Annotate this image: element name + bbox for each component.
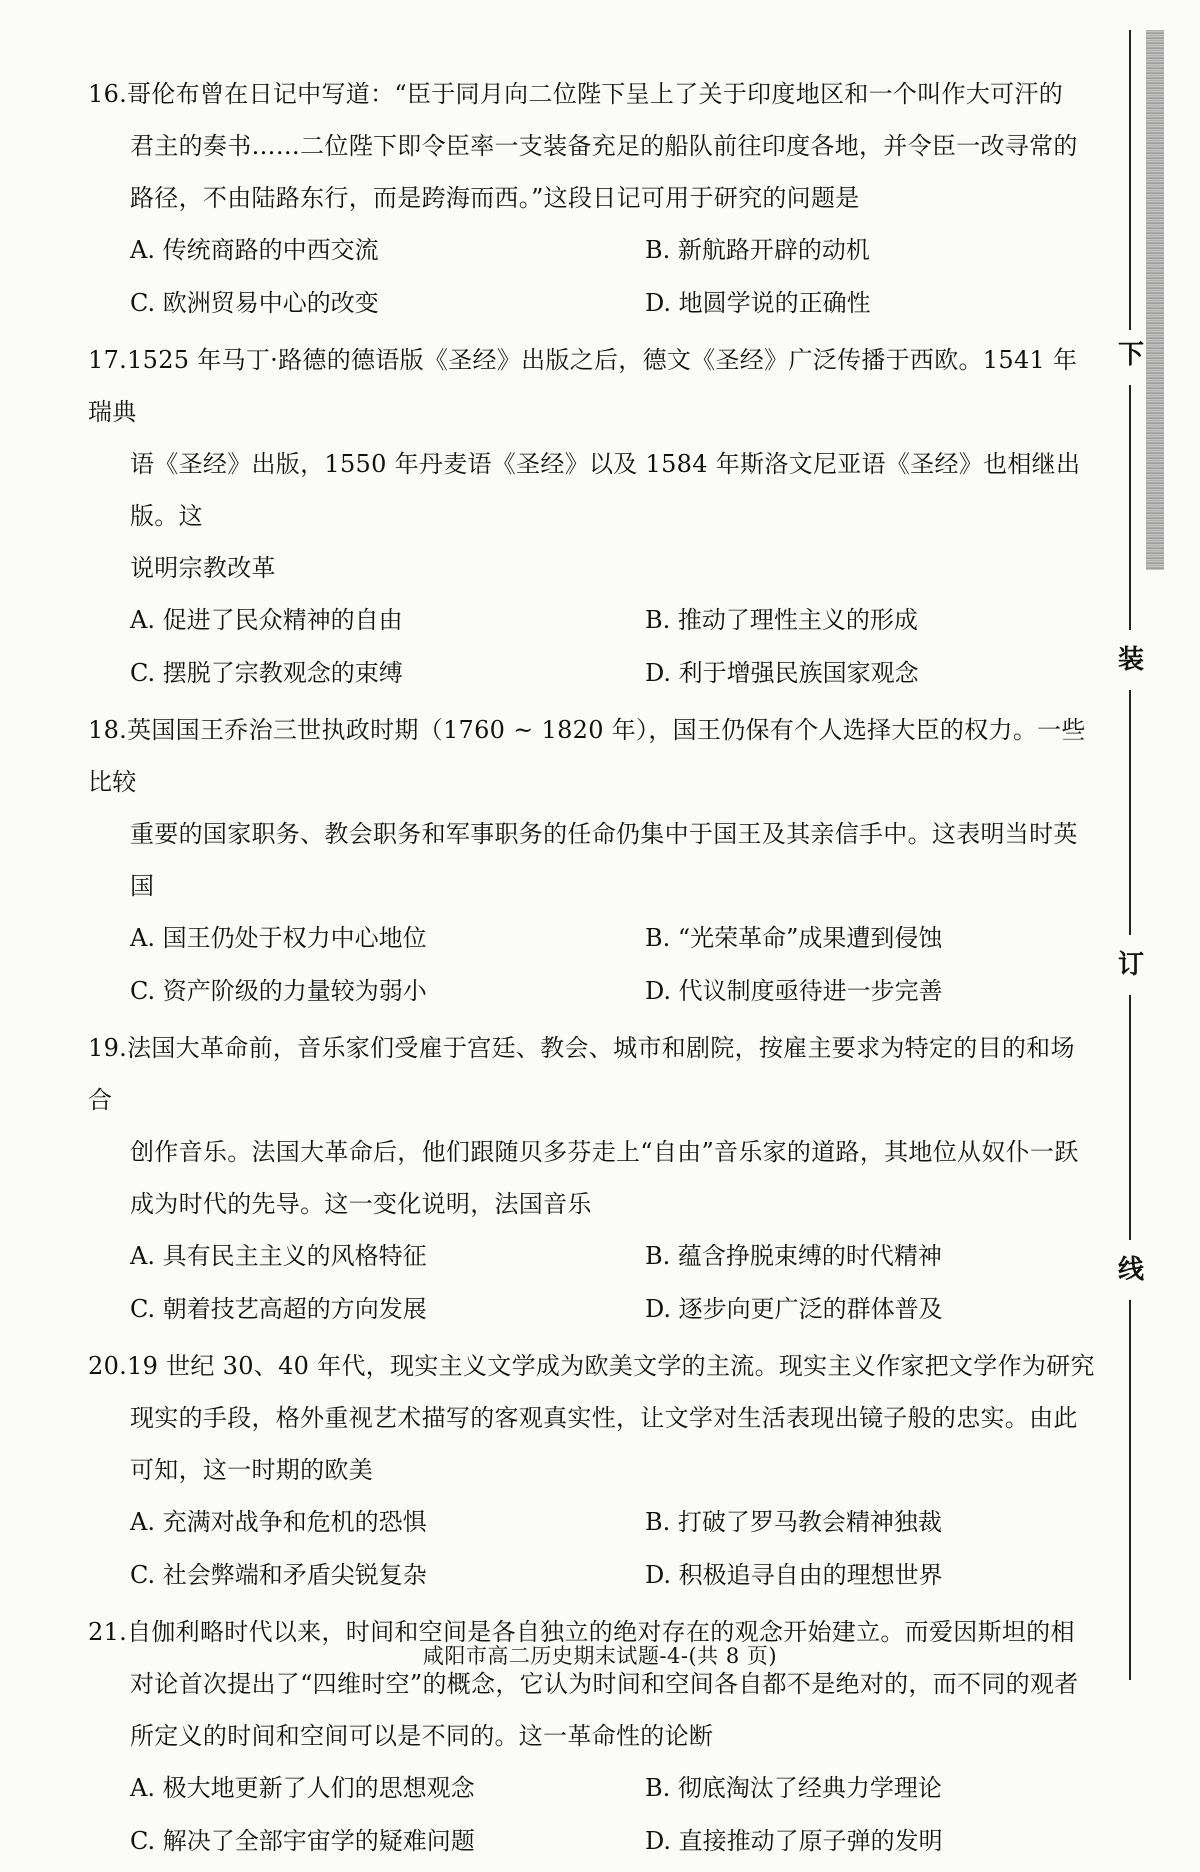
stem-line: 路径，不由陆路东行，而是跨海而西。”这段日记可用于研究的问题是: [130, 184, 860, 212]
option-list: [88, 1496, 1098, 1602]
option-b: B. 打破了罗马教会精神独裁: [645, 1508, 942, 1536]
binding-char-zhuang: 装: [1117, 645, 1144, 675]
scan-noise-strip: [1146, 30, 1164, 570]
stem-line: 重要的国家职务、教会职务和军事职务的任命仍集中于国王及其亲信手中。这表明当时英国: [130, 820, 1078, 900]
binding-char-ding: 订: [1117, 950, 1144, 980]
option-b: B. 蕴含挣脱束缚的时代精神: [645, 1242, 942, 1270]
question-18: [88, 704, 1098, 1018]
stem-line: 所定义的时间和空间可以是不同的。这一革命性的论断: [130, 1722, 714, 1750]
binding-line: [1129, 690, 1131, 935]
option-b: B. “光荣革命”成果遭到侵蚀: [645, 924, 943, 952]
question-stem: [88, 334, 1098, 594]
option-list: [88, 224, 1098, 330]
option-d: D. 直接推动了原子弹的发明: [645, 1827, 943, 1855]
stem-line: 20.19 世纪 30、40 年代，现实主义文学成为欧美文学的主流。现实主义作家把文学作为研究: [88, 1352, 1095, 1380]
binding-line: [1129, 995, 1131, 1240]
stem-line: 说明宗教改革: [130, 554, 276, 582]
question-17: [88, 334, 1098, 700]
question-list: [88, 68, 1098, 1872]
question-stem: [88, 1340, 1098, 1496]
stem-line: 现实的手段，格外重视艺术描写的客观真实性，让文学对生活表现出镜子般的忠实。由此: [130, 1404, 1078, 1432]
stem-line: 16.哥伦布曾在日记中写道：“臣于同月向二位陛下呈上了关于印度地区和一个叫作大可汗的: [88, 80, 1064, 108]
option-c: C. 资产阶级的力量较为弱小: [130, 977, 427, 1005]
stem-line: 语《圣经》出版，1550 年丹麦语《圣经》以及 1584 年斯洛文尼亚语《圣经》也相继出版。这: [130, 450, 1081, 530]
stem-line: 17.1525 年马丁·路德的德语版《圣经》出版之后，德文《圣经》广泛传播于西欧。1541 年瑞典: [88, 346, 1078, 426]
option-d: D. 代议制度亟待进一步完善: [645, 977, 943, 1005]
question-stem: [88, 68, 1098, 224]
binding-char-xia: 下: [1117, 340, 1144, 370]
question-stem: [88, 1606, 1098, 1762]
question-20: [88, 1340, 1098, 1602]
question-16: [88, 68, 1098, 330]
binding-line: [1129, 385, 1131, 630]
binding-char-xian: 线: [1117, 1255, 1144, 1285]
option-list: [88, 1762, 1098, 1868]
option-list: [88, 594, 1098, 700]
binding-line: [1129, 30, 1131, 330]
option-a: A. 传统商路的中西交流: [130, 236, 379, 264]
option-a: A. 国王仍处于权力中心地位: [130, 924, 427, 952]
option-c: C. 解决了全部宇宙学的疑难问题: [130, 1827, 475, 1855]
option-b: B. 推动了理性主义的形成: [645, 606, 918, 634]
option-b: B. 彻底淘汰了经典力学理论: [645, 1774, 942, 1802]
stem-line: 成为时代的先导。这一变化说明，法国音乐: [130, 1190, 592, 1218]
stem-line: 君主的奏书……二位陛下即令臣率一支装备充足的船队前往印度各地，并令臣一改寻常的: [130, 132, 1078, 160]
stem-line: 18.英国国王乔治三世执政时期（1760 ~ 1820 年），国王仍保有个人选择大臣的权力。一些比较: [88, 716, 1086, 796]
option-c: C. 社会弊端和矛盾尖锐复杂: [130, 1561, 427, 1589]
option-c: C. 摆脱了宗教观念的束缚: [130, 659, 403, 687]
option-list: [88, 912, 1098, 1018]
option-c: C. 朝着技艺高超的方向发展: [130, 1295, 427, 1323]
option-b: B. 新航路开辟的动机: [645, 236, 870, 264]
stem-line: 对论首次提出了“四维时空”的概念，它认为时间和空间各自都不是绝对的，而不同的观者: [130, 1670, 1079, 1698]
question-19: [88, 1022, 1098, 1336]
stem-line: 21.自伽利略时代以来，时间和空间是各自独立的绝对存在的观念开始建立。而爱因斯坦的相: [88, 1618, 1075, 1646]
stem-line: 可知，这一时期的欧美: [130, 1456, 373, 1484]
stem-line: 19.法国大革命前，音乐家们受雇于宫廷、教会、城市和剧院，按雇主要求为特定的目的和场合: [88, 1034, 1075, 1114]
option-c: C. 欧洲贸易中心的改变: [130, 289, 379, 317]
stem-line: 创作音乐。法国大革命后，他们跟随贝多芬走上“自由”音乐家的道路，其地位从奴仆一跃: [130, 1138, 1079, 1166]
option-d: D. 积极追寻自由的理想世界: [645, 1561, 943, 1589]
page-footer: 咸阳市高二历史期末试题-4-(共 8 页): [422, 1644, 778, 1668]
option-d: D. 利于增强民族国家观念: [645, 659, 919, 687]
question-stem: [88, 1022, 1098, 1230]
question-stem: [88, 704, 1098, 912]
option-d: D. 逐步向更广泛的群体普及: [645, 1295, 943, 1323]
binding-line: [1129, 1300, 1131, 1680]
option-a: A. 充满对战争和危机的恐惧: [130, 1508, 427, 1536]
option-a: A. 促进了民众精神的自由: [130, 606, 403, 634]
option-a: A. 具有民主主义的风格特征: [130, 1242, 427, 1270]
option-a: A. 极大地更新了人们的思想观念: [130, 1774, 475, 1802]
option-d: D. 地圆学说的正确性: [645, 289, 871, 317]
option-list: [88, 1230, 1098, 1336]
